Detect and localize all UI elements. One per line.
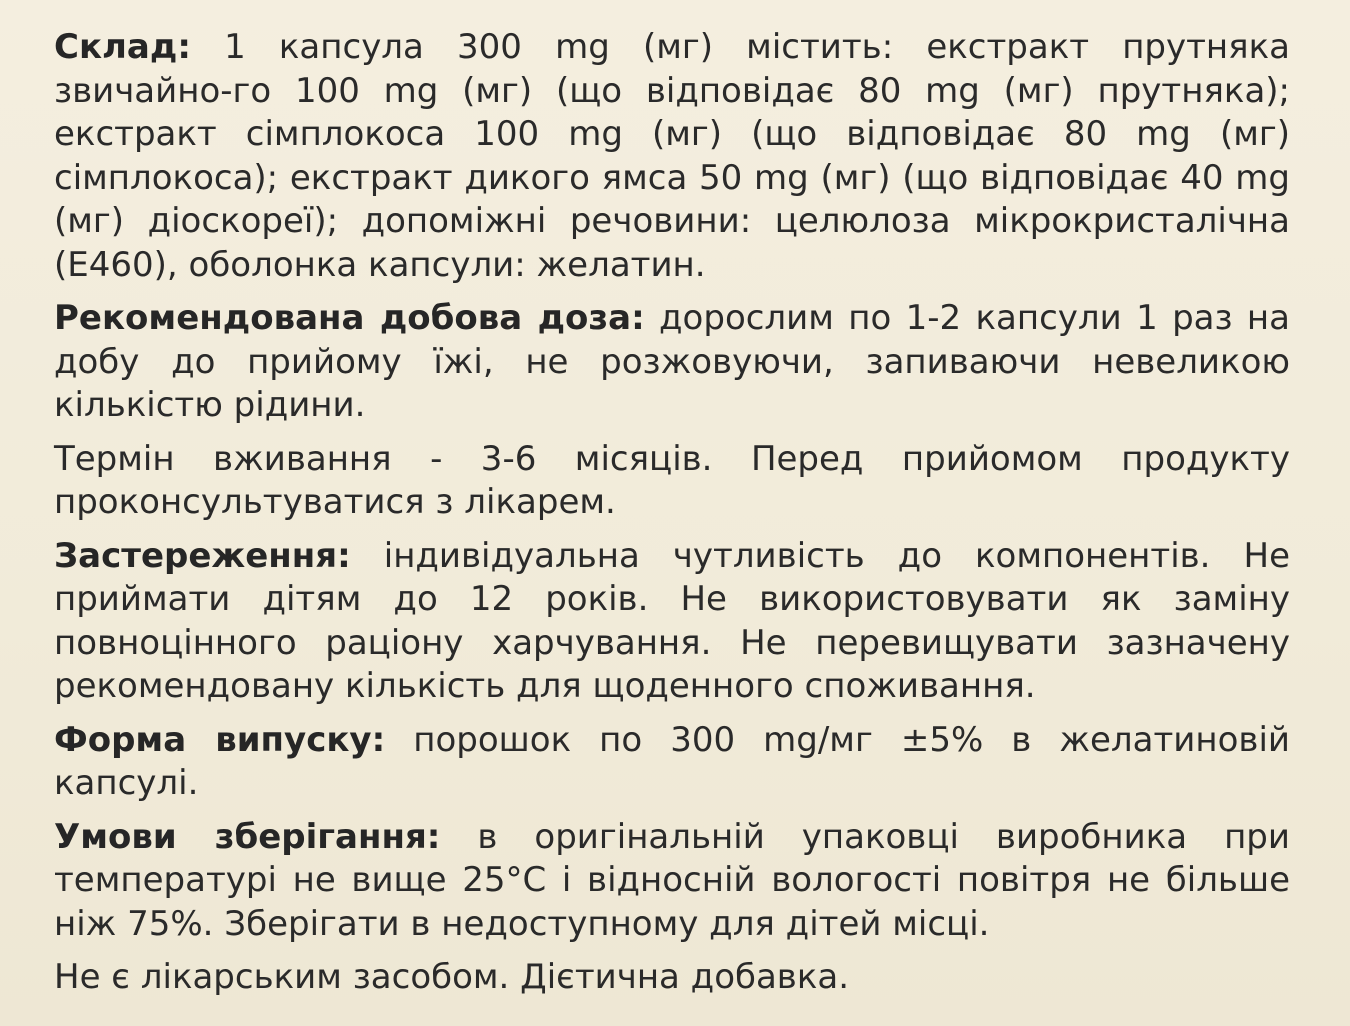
storage-heading: Умови зберігання: bbox=[54, 816, 441, 857]
warnings-text: індивідуальна чутливість до компонентів. Не приймати дітям до 12 років. Не використовувати як заміну повноцінного раціону харчування. Не перевищувати зазначену рекомендовану кількість для щоденного споживання. bbox=[54, 535, 1290, 706]
disclaimer-paragraph bbox=[54, 956, 1290, 1000]
dosage-paragraph bbox=[54, 297, 1290, 428]
warnings-paragraph bbox=[54, 535, 1290, 709]
composition-heading: Склад: bbox=[54, 27, 191, 67]
storage-text: в оригінальній упаковці виробника при температурі не вище 25°С і відносній вологості повітря не більше ніж 75%. Зберігати в недоступному для дітей місці. bbox=[54, 816, 1290, 944]
release-form-heading: Форма випуску: bbox=[54, 719, 386, 760]
storage-paragraph bbox=[54, 816, 1290, 947]
release-form-paragraph bbox=[54, 719, 1290, 806]
duration-text: Термін вживання - 3-6 місяців. Перед прийомом продукту проконсультуватися з лікарем. bbox=[54, 438, 1290, 522]
dosage-heading: Рекомендована добова доза: bbox=[54, 298, 645, 338]
composition-text: 1 капсула 300 mg (мг) містить: екстракт прутняка звичайно-го 100 mg (мг) (що відповідає 80 mg (мг) прутняка); екстракт сімплокоса 100 mg (мг) (що відповідає 80 mg (мг) сімплокоса); екстракт дикого ямса 50 mg (мг) (що відповідає 40 mg (мг) діоскореї); допоміжні речовини: целюлоза мікрокристалічна (Е460), оболонка капсули: желатин. bbox=[54, 27, 1290, 285]
disclaimer-text: Не є лікарським засобом. Дієтична добавка. bbox=[54, 957, 850, 997]
warnings-heading: Застереження: bbox=[54, 535, 351, 576]
dosage-text: дорослим по 1-2 капсули 1 раз на добу до прийому їжі, не розжовуючи, запиваючи невеликою кількістю рідини. bbox=[54, 298, 1290, 425]
composition-paragraph bbox=[54, 26, 1290, 287]
release-form-text: порошок по 300 mg/мг ±5% в желатиновій капсулі. bbox=[54, 719, 1290, 803]
duration-paragraph bbox=[54, 438, 1290, 525]
